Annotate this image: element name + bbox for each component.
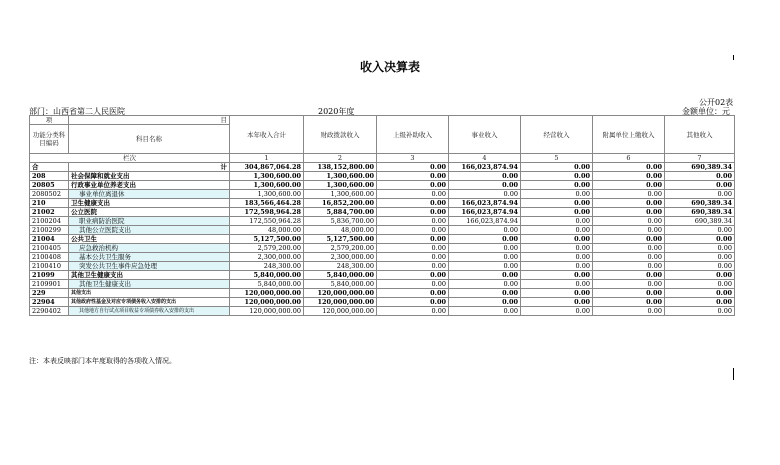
row-value: 0.00 <box>449 298 521 307</box>
row-value: 0.00 <box>449 181 521 190</box>
row-subject-name: 卫生健康支出 <box>69 199 230 208</box>
row-value: 0.00 <box>377 208 449 217</box>
col-number: 3 <box>377 154 449 163</box>
row-value: 0.00 <box>593 289 665 298</box>
row-value: 120,000,000.00 <box>304 289 377 298</box>
row-value: 120,000,000.00 <box>230 289 304 298</box>
row-value: 0.00 <box>377 226 449 235</box>
row-value: 0.00 <box>593 208 665 217</box>
row-value: 0.00 <box>665 271 735 280</box>
row-value: 0.00 <box>377 181 449 190</box>
row-value: 0.00 <box>521 190 593 199</box>
row-value: 0.00 <box>521 172 593 181</box>
row-value: 183,566,464.28 <box>230 199 304 208</box>
table-row <box>30 208 735 217</box>
row-value: 0.00 <box>449 244 521 253</box>
total-value: 138,152,800.00 <box>304 163 377 172</box>
row-value: 0.00 <box>377 307 449 316</box>
row-code: 2100204 <box>30 217 69 226</box>
row-value: 0.00 <box>449 172 521 181</box>
col-number: 1 <box>230 154 304 163</box>
row-value: 0.00 <box>377 289 449 298</box>
table-row <box>30 226 735 235</box>
row-value: 5,840,000.00 <box>304 280 377 289</box>
row-value: 1,300,600.00 <box>230 181 304 190</box>
row-value: 0.00 <box>521 271 593 280</box>
total-value: 0.00 <box>593 163 665 172</box>
row-subject-name: 应急救治机构 <box>69 244 230 253</box>
row-value: 48,000.00 <box>304 226 377 235</box>
row-value: 1,300,600.00 <box>230 172 304 181</box>
table-row <box>30 244 735 253</box>
row-value: 5,840,000.00 <box>304 271 377 280</box>
row-value: 0.00 <box>377 217 449 226</box>
row-subject-name: 社会保障和就业支出 <box>69 172 230 181</box>
row-value: 172,550,964.28 <box>230 217 304 226</box>
row-value: 1,300,600.00 <box>304 172 377 181</box>
row-value: 248,300.00 <box>230 262 304 271</box>
row-value: 0.00 <box>665 190 735 199</box>
table-row <box>30 280 735 289</box>
row-value: 0.00 <box>521 280 593 289</box>
row-code: 21004 <box>30 235 69 244</box>
table-row <box>30 307 735 316</box>
edge-tick-bottom <box>733 368 734 380</box>
row-value: 120,000,000.00 <box>230 298 304 307</box>
row-value: 172,598,964.28 <box>230 208 304 217</box>
row-code: 2080502 <box>30 190 69 199</box>
row-value: 1,300,600.00 <box>304 190 377 199</box>
row-value: 0.00 <box>521 253 593 262</box>
header-col-2: 财政拨款收入 <box>304 116 377 154</box>
row-value: 0.00 <box>593 217 665 226</box>
row-value: 166,023,874.94 <box>449 217 521 226</box>
row-value: 0.00 <box>593 199 665 208</box>
row-value: 0.00 <box>449 271 521 280</box>
total-value: 690,389.34 <box>665 163 735 172</box>
row-value: 0.00 <box>665 307 735 316</box>
row-value: 0.00 <box>377 262 449 271</box>
row-value: 0.00 <box>593 280 665 289</box>
header-subject-name: 科目名称 <box>69 125 230 154</box>
row-value: 0.00 <box>665 181 735 190</box>
header-col-4: 事业收入 <box>449 116 521 154</box>
table-note: 注：本表反映部门本年度取得的各项收入情况。 <box>29 357 176 365</box>
row-subject-name: 其他政府性基金及对应专项债务收入安排的支出 <box>69 298 230 307</box>
table-row <box>30 298 735 307</box>
row-subject-name: 职业病防治医院 <box>69 217 230 226</box>
table-row <box>30 172 735 181</box>
row-value: 0.00 <box>449 262 521 271</box>
row-subject-name: 行政事业单位养老支出 <box>69 181 230 190</box>
row-code: 2100405 <box>30 244 69 253</box>
row-value: 0.00 <box>665 289 735 298</box>
row-subject-name: 其他公立医院支出 <box>69 226 230 235</box>
row-value: 0.00 <box>665 172 735 181</box>
header-col-3: 上级补助收入 <box>377 116 449 154</box>
row-value: 248,300.00 <box>304 262 377 271</box>
row-value: 0.00 <box>449 190 521 199</box>
row-value: 0.00 <box>377 280 449 289</box>
row-code: 229 <box>30 289 69 298</box>
table-row <box>30 235 735 244</box>
row-value: 2,579,200.00 <box>230 244 304 253</box>
row-value: 0.00 <box>521 307 593 316</box>
row-value: 48,000.00 <box>230 226 304 235</box>
row-value: 0.00 <box>593 262 665 271</box>
col-number: 7 <box>665 154 735 163</box>
row-subject-name: 其他卫生健康支出 <box>69 280 230 289</box>
row-value: 0.00 <box>377 244 449 253</box>
row-value: 0.00 <box>449 235 521 244</box>
total-label-right: 计 <box>69 163 230 172</box>
row-value: 690,389.34 <box>665 217 735 226</box>
table-row <box>30 190 735 199</box>
row-value: 0.00 <box>377 298 449 307</box>
row-value: 0.00 <box>377 253 449 262</box>
header-col-1: 本年收入合计 <box>230 116 304 154</box>
row-value: 0.00 <box>377 190 449 199</box>
row-code: 2290402 <box>30 307 69 316</box>
table-row <box>30 262 735 271</box>
col-number: 2 <box>304 154 377 163</box>
unit-label: 金额单位：元 <box>682 107 730 116</box>
row-value: 5,840,000.00 <box>230 280 304 289</box>
row-value: 0.00 <box>593 307 665 316</box>
row-code: 2100299 <box>30 226 69 235</box>
row-value: 0.00 <box>593 298 665 307</box>
row-value: 2,300,000.00 <box>304 253 377 262</box>
row-value: 0.00 <box>521 181 593 190</box>
header-func-code: 功能分类科目编码 <box>30 125 69 154</box>
row-value: 166,023,874.94 <box>449 208 521 217</box>
row-value: 16,852,200.00 <box>304 199 377 208</box>
row-subject-name: 公共卫生 <box>69 235 230 244</box>
table-row <box>30 181 735 190</box>
row-value: 0.00 <box>521 217 593 226</box>
row-subject-name: 事业单位离退休 <box>69 190 230 199</box>
total-value: 304,867,064.28 <box>230 163 304 172</box>
row-value: 0.00 <box>521 289 593 298</box>
row-subject-name: 公立医院 <box>69 208 230 217</box>
row-value: 690,389.34 <box>665 199 735 208</box>
row-subject-name: 其他地方自行试点项目收益专项债券收入安排的支出 <box>69 307 230 316</box>
row-subject-name: 其他支出 <box>69 289 230 298</box>
header-mu: 目 <box>69 116 230 125</box>
row-value: 0.00 <box>665 235 735 244</box>
row-value: 166,023,874.94 <box>449 199 521 208</box>
row-value: 0.00 <box>593 190 665 199</box>
header-col-7: 其他收入 <box>665 116 735 154</box>
row-value: 0.00 <box>377 199 449 208</box>
row-subject-name: 突发公共卫生事件应急处理 <box>69 262 230 271</box>
total-value: 0.00 <box>521 163 593 172</box>
col-number: 6 <box>593 154 665 163</box>
table-row <box>30 271 735 280</box>
row-value: 0.00 <box>593 181 665 190</box>
department-label: 部门：山西省第二人民医院 <box>29 107 125 116</box>
report-title: 收入决算表 <box>359 60 420 74</box>
row-value: 0.00 <box>665 280 735 289</box>
row-subject-name: 基本公共卫生服务 <box>69 253 230 262</box>
row-value: 1,300,600.00 <box>230 190 304 199</box>
form-code: 公开02表 <box>699 98 734 107</box>
row-value: 0.00 <box>593 235 665 244</box>
header-col-5: 经营收入 <box>521 116 593 154</box>
total-value: 0.00 <box>377 163 449 172</box>
row-value: 5,127,500.00 <box>304 235 377 244</box>
row-value: 5,840,000.00 <box>230 271 304 280</box>
row-value: 0.00 <box>377 172 449 181</box>
row-value: 0.00 <box>449 307 521 316</box>
row-value: 0.00 <box>593 253 665 262</box>
row-value: 120,000,000.00 <box>304 298 377 307</box>
header-xiang: 项 <box>30 116 69 125</box>
row-code: 20805 <box>30 181 69 190</box>
row-value: 0.00 <box>521 208 593 217</box>
col-number: 4 <box>449 154 521 163</box>
row-value: 0.00 <box>521 226 593 235</box>
row-code: 21002 <box>30 208 69 217</box>
row-value: 5,836,700.00 <box>304 217 377 226</box>
row-value: 2,579,200.00 <box>304 244 377 253</box>
row-value: 0.00 <box>449 289 521 298</box>
row-value: 0.00 <box>665 253 735 262</box>
row-value: 1,300,600.00 <box>304 181 377 190</box>
row-value: 120,000,000.00 <box>230 307 304 316</box>
income-table <box>29 115 735 316</box>
table-row <box>30 253 735 262</box>
row-value: 0.00 <box>521 262 593 271</box>
row-code: 208 <box>30 172 69 181</box>
row-subject-name: 其他卫生健康支出 <box>69 271 230 280</box>
year-label: 2020年度 <box>318 107 355 116</box>
row-value: 0.00 <box>593 172 665 181</box>
row-value: 0.00 <box>449 280 521 289</box>
row-value: 2,300,000.00 <box>230 253 304 262</box>
row-code: 2100410 <box>30 262 69 271</box>
row-value: 0.00 <box>593 271 665 280</box>
table-row <box>30 289 735 298</box>
row-value: 0.00 <box>665 226 735 235</box>
row-value: 0.00 <box>377 235 449 244</box>
row-value: 0.00 <box>449 253 521 262</box>
row-value: 690,389.34 <box>665 208 735 217</box>
header-row-index: 栏次 <box>30 154 230 163</box>
row-code: 2109901 <box>30 280 69 289</box>
total-label-left: 合 <box>30 163 69 172</box>
row-code: 21099 <box>30 271 69 280</box>
row-value: 5,884,700.00 <box>304 208 377 217</box>
header-col-6: 附属单位上缴收入 <box>593 116 665 154</box>
row-value: 0.00 <box>521 199 593 208</box>
col-number: 5 <box>521 154 593 163</box>
table-body <box>30 116 735 316</box>
row-value: 0.00 <box>521 244 593 253</box>
row-code: 22904 <box>30 298 69 307</box>
row-value: 0.00 <box>665 262 735 271</box>
table-row <box>30 199 735 208</box>
row-value: 0.00 <box>665 298 735 307</box>
table-row <box>30 217 735 226</box>
row-value: 5,127,500.00 <box>230 235 304 244</box>
row-value: 0.00 <box>665 244 735 253</box>
row-value: 0.00 <box>521 298 593 307</box>
edge-tick-top <box>733 55 734 60</box>
total-value: 166,023,874.94 <box>449 163 521 172</box>
row-value: 120,000,000.00 <box>304 307 377 316</box>
row-value: 0.00 <box>449 226 521 235</box>
row-value: 0.00 <box>593 244 665 253</box>
row-code: 210 <box>30 199 69 208</box>
row-value: 0.00 <box>593 226 665 235</box>
row-code: 2100408 <box>30 253 69 262</box>
row-value: 0.00 <box>377 271 449 280</box>
row-value: 0.00 <box>521 235 593 244</box>
